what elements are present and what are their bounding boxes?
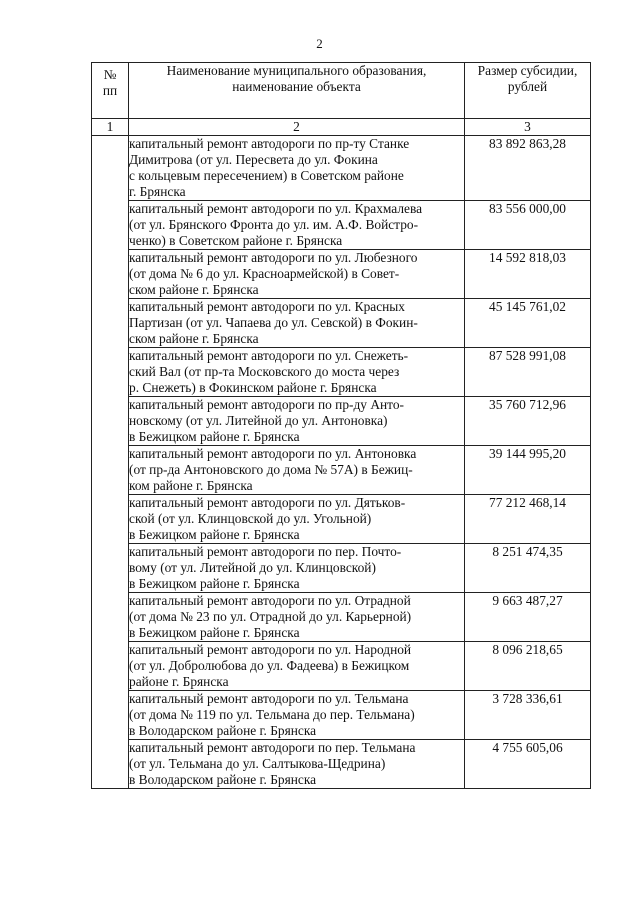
object-name-cell [129, 691, 465, 740]
object-name-line: капитальный ремонт автодороги по пер. Почто- [129, 544, 402, 559]
header-line: наименование объекта [232, 79, 361, 94]
object-name-cell [129, 642, 465, 691]
object-name-line: ченко) в Советском районе г. Брянска [129, 233, 343, 248]
header-amount [465, 63, 591, 119]
subsidy-amount: 87 528 991,08 [465, 348, 591, 397]
header-line: Наименование муниципального образования, [166, 63, 427, 78]
object-name-line: Партизан (от ул. Чапаева до ул. Севской) в Фокин- [129, 315, 418, 330]
column-number: 1 [92, 119, 129, 136]
subsidy-amount: 8 096 218,65 [465, 642, 591, 691]
object-name-cell [129, 593, 465, 642]
subsidy-amount: 83 556 000,00 [465, 201, 591, 250]
table-row [92, 593, 591, 642]
object-name-line: капитальный ремонт автодороги по ул. Красных [129, 299, 406, 314]
table-row [92, 544, 591, 593]
object-name-line: в Бежицком районе г. Брянска [129, 576, 300, 591]
table-row [92, 495, 591, 544]
object-name-cell [129, 201, 465, 250]
column-number: 3 [465, 119, 591, 136]
table-row [92, 136, 591, 201]
object-name-line: вому (от ул. Литейной до ул. Клинцовской) [129, 560, 376, 575]
object-name-cell [129, 299, 465, 348]
object-name-line: (от ул. Добролюбова до ул. Фадеева) в Бежицком [129, 658, 410, 673]
object-name-line: капитальный ремонт автодороги по пер. Тельмана [129, 740, 416, 755]
header-number [92, 63, 129, 119]
subsidy-amount: 39 144 995,20 [465, 446, 591, 495]
object-name-line: (от дома № 119 по ул. Тельмана до пер. Тельмана) [129, 707, 415, 722]
subsidy-amount: 14 592 818,03 [465, 250, 591, 299]
object-name-cell [129, 348, 465, 397]
header-line: № [103, 67, 117, 82]
object-name-line: ском районе г. Брянска [129, 331, 259, 346]
object-name-line: капитальный ремонт автодороги по ул. Любезного [129, 250, 418, 265]
object-name-line: новскому (от ул. Литейной до ул. Антоновка) [129, 413, 388, 428]
header-name [129, 63, 465, 119]
object-name-line: капитальный ремонт автодороги по ул. Народной [129, 642, 412, 657]
object-name-line: капитальный ремонт автодороги по ул. Антоновка [129, 446, 417, 461]
object-name-line: Димитрова (от ул. Пересвета до ул. Фокина [129, 152, 378, 167]
table-row [92, 299, 591, 348]
row-number-cell [92, 136, 129, 789]
object-name-cell [129, 495, 465, 544]
object-name-line: капитальный ремонт автодороги по ул. Крахмалева [129, 201, 423, 216]
object-name-line: капитальный ремонт автодороги по ул. Отрадной [129, 593, 411, 608]
subsidy-table [91, 62, 591, 789]
object-name-line: в Бежицком районе г. Брянска [129, 429, 300, 444]
object-name-cell [129, 740, 465, 789]
table-row [92, 250, 591, 299]
object-name-line: ком районе г. Брянска [129, 478, 253, 493]
object-name-line: капитальный ремонт автодороги по ул. Снежеть- [129, 348, 409, 363]
object-name-line: районе г. Брянска [129, 674, 229, 689]
object-name-cell [129, 397, 465, 446]
object-name-line: с кольцевым пересечением) в Советском районе [129, 168, 404, 183]
column-numbers-row [92, 119, 591, 136]
column-number: 2 [129, 119, 465, 136]
subsidy-amount: 9 663 487,27 [465, 593, 591, 642]
object-name-cell [129, 136, 465, 201]
object-name-line: (от дома № 6 до ул. Красноармейской) в Совет- [129, 266, 400, 281]
object-name-line: в Бежицком районе г. Брянска [129, 527, 300, 542]
object-name-line: капитальный ремонт автодороги по пр-ду Анто- [129, 397, 404, 412]
table-row [92, 642, 591, 691]
object-name-line: (от пр-да Антоновского до дома № 57А) в Бежиц- [129, 462, 413, 477]
subsidy-amount: 35 760 712,96 [465, 397, 591, 446]
object-name-line: капитальный ремонт автодороги по ул. Тельмана [129, 691, 409, 706]
table-body [92, 136, 591, 789]
object-name-line: г. Брянска [129, 184, 186, 199]
object-name-line: в Бежицком районе г. Брянска [129, 625, 300, 640]
subsidy-amount: 77 212 468,14 [465, 495, 591, 544]
object-name-line: (от ул. Тельмана до ул. Салтыкова-Щедрина) [129, 756, 386, 771]
object-name-cell [129, 250, 465, 299]
table-row [92, 201, 591, 250]
page-number: 2 [316, 36, 323, 51]
object-name-cell [129, 544, 465, 593]
header-line: рублей [507, 79, 548, 94]
table-row [92, 691, 591, 740]
object-name-line: в Володарском районе г. Брянска [129, 772, 317, 787]
subsidy-amount: 8 251 474,35 [465, 544, 591, 593]
object-name-line: ский Вал (от пр-та Московского до моста через [129, 364, 400, 379]
object-name-line: (от ул. Брянского Фронта до ул. им. А.Ф. Войстро- [129, 217, 419, 232]
object-name-line: ском районе г. Брянска [129, 282, 259, 297]
table-header-row [92, 63, 591, 119]
subsidy-amount: 4 755 605,06 [465, 740, 591, 789]
object-name-cell [129, 446, 465, 495]
object-name-line: (от дома № 23 по ул. Отрадной до ул. Карьерной) [129, 609, 412, 624]
table-row [92, 397, 591, 446]
object-name-line: р. Снежеть) в Фокинском районе г. Брянска [129, 380, 377, 395]
header-line: пп [102, 83, 118, 98]
table-row [92, 446, 591, 495]
table-row [92, 740, 591, 789]
object-name-line: капитальный ремонт автодороги по пр-ту Станке [129, 136, 410, 151]
object-name-line: ской (от ул. Клинцовской до ул. Угольной) [129, 511, 372, 526]
subsidy-amount: 3 728 336,61 [465, 691, 591, 740]
object-name-line: капитальный ремонт автодороги по ул. Дятьков- [129, 495, 406, 510]
header-line: Размер субсидии, [477, 63, 578, 78]
subsidy-amount: 45 145 761,02 [465, 299, 591, 348]
object-name-line: в Володарском районе г. Брянска [129, 723, 317, 738]
subsidy-amount: 83 892 863,28 [465, 136, 591, 201]
table-row [92, 348, 591, 397]
